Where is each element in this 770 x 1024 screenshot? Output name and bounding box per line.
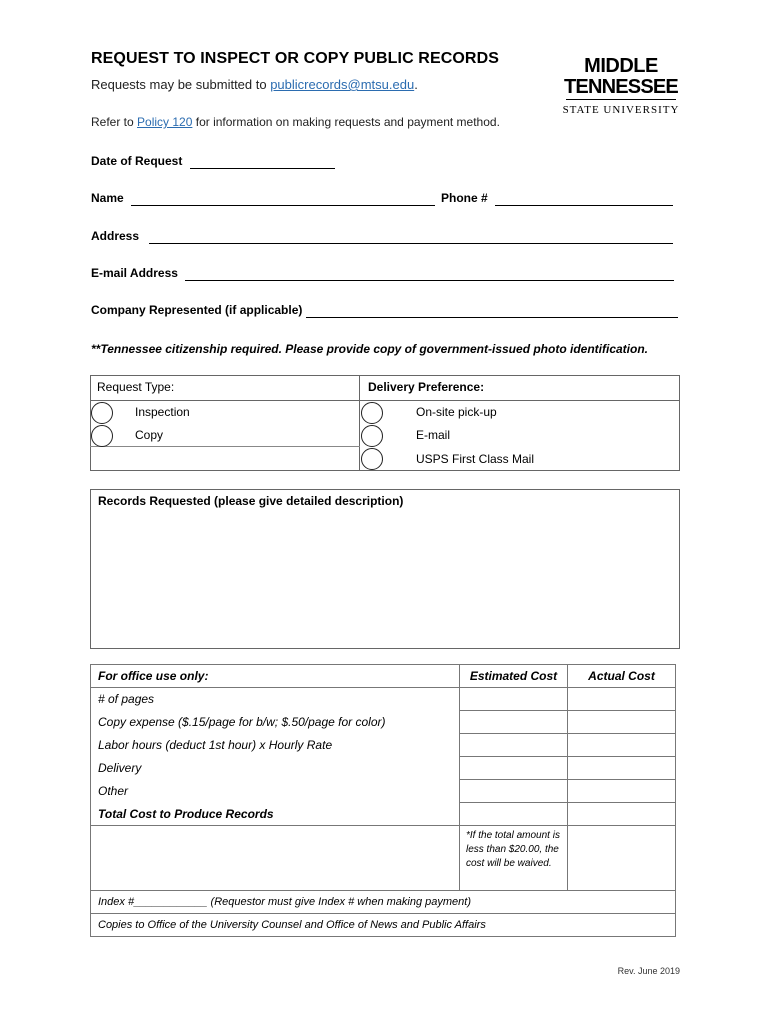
name-label: Name <box>91 191 124 205</box>
row-label: Other <box>91 780 460 803</box>
estimated-cell[interactable] <box>460 757 568 780</box>
logo-line-2: TENNESSEE <box>564 76 678 98</box>
row-label: Delivery <box>91 757 460 780</box>
blank-cell <box>91 826 460 891</box>
submit-prefix: Requests may be submitted to <box>91 77 271 92</box>
date-label: Date of Request <box>91 154 183 168</box>
table-row <box>91 803 676 826</box>
refer-prefix: Refer to <box>91 115 138 129</box>
copy-radio[interactable] <box>91 425 113 447</box>
logo-divider <box>566 99 676 100</box>
actual-cell[interactable] <box>568 757 676 780</box>
table-row <box>91 688 676 711</box>
email-delivery-radio[interactable] <box>361 425 383 447</box>
copies-row: Copies to Office of the University Counsel and Office of News and Public Affairs <box>91 914 676 937</box>
submit-instructions <box>91 77 418 92</box>
table-row <box>91 711 676 734</box>
blank-actual-cell <box>568 826 676 891</box>
row-label: Labor hours (deduct 1st hour) x Hourly Rate <box>91 734 460 757</box>
email-field[interactable] <box>185 268 674 281</box>
policy-reference <box>91 115 500 129</box>
revision-date: Rev. June 2019 <box>617 966 680 976</box>
actual-cell[interactable] <box>568 711 676 734</box>
delivery-label: Delivery Preference: <box>368 380 485 394</box>
inspection-radio[interactable] <box>91 402 113 424</box>
logo-line-3: STATE UNIVERSITY <box>562 104 680 116</box>
onsite-pickup-option: On-site pick-up <box>416 405 497 419</box>
table-row-rule <box>90 446 360 447</box>
citizenship-note: **Tennessee citizenship required. Please provide copy of government-issued photo identification. <box>91 342 649 356</box>
date-field[interactable] <box>190 156 335 169</box>
copy-option: Copy <box>135 428 164 442</box>
actual-cell[interactable] <box>568 734 676 757</box>
usps-option: USPS First Class Mail <box>416 452 535 466</box>
table-row <box>91 734 676 757</box>
row-label: Copy expense ($.15/page for b/w; $.50/page for color) <box>91 711 460 734</box>
estimated-total-cell[interactable] <box>460 803 568 826</box>
estimated-cell[interactable] <box>460 734 568 757</box>
university-logo <box>560 56 682 126</box>
request-type-label: Request Type: <box>97 380 175 394</box>
company-label: Company Represented (if applicable) <box>91 303 303 317</box>
submit-suffix: . <box>414 77 418 92</box>
page-title: REQUEST TO INSPECT OR COPY PUBLIC RECORDS <box>91 50 500 67</box>
logo-line-1: MIDDLE <box>584 55 658 77</box>
email-link[interactable]: publicrecords@mtsu.edu <box>270 77 415 92</box>
office-header: For office use only: <box>91 665 460 688</box>
email-label: E-mail Address <box>91 266 178 280</box>
name-field[interactable] <box>131 193 435 206</box>
address-label: Address <box>91 229 140 243</box>
onsite-pickup-radio[interactable] <box>361 402 383 424</box>
actual-cell[interactable] <box>568 780 676 803</box>
table-row <box>91 780 676 803</box>
usps-radio[interactable] <box>361 448 383 470</box>
actual-cost-header: Actual Cost <box>568 665 676 688</box>
records-requested-label: Records Requested (please give detailed description) <box>98 494 404 508</box>
table-divider <box>359 375 360 470</box>
refer-suffix: for information on making requests and payment method. <box>192 115 500 129</box>
address-field[interactable] <box>149 231 673 244</box>
estimated-cell[interactable] <box>460 780 568 803</box>
actual-cell[interactable] <box>568 688 676 711</box>
table-row <box>91 757 676 780</box>
waiver-note: *If the total amount is less than $20.00, the cost will be waived. <box>460 826 568 891</box>
phone-label: Phone # <box>441 191 488 205</box>
table-header-rule <box>90 400 680 401</box>
estimated-cell[interactable] <box>460 688 568 711</box>
phone-field[interactable] <box>495 193 673 206</box>
row-label: # of pages <box>91 688 460 711</box>
company-field[interactable] <box>306 305 678 318</box>
inspection-option: Inspection <box>135 405 190 419</box>
actual-total-cell[interactable] <box>568 803 676 826</box>
email-delivery-option: E-mail <box>416 428 451 442</box>
policy-link[interactable]: Policy 120 <box>137 115 193 129</box>
estimated-cost-header: Estimated Cost <box>460 665 568 688</box>
records-requested-box[interactable] <box>90 489 680 649</box>
index-row[interactable]: Index #____________ (Requestor must give Index # when making payment) <box>91 891 676 914</box>
office-use-table <box>90 664 676 937</box>
total-label: Total Cost to Produce Records <box>91 803 460 826</box>
estimated-cell[interactable] <box>460 711 568 734</box>
